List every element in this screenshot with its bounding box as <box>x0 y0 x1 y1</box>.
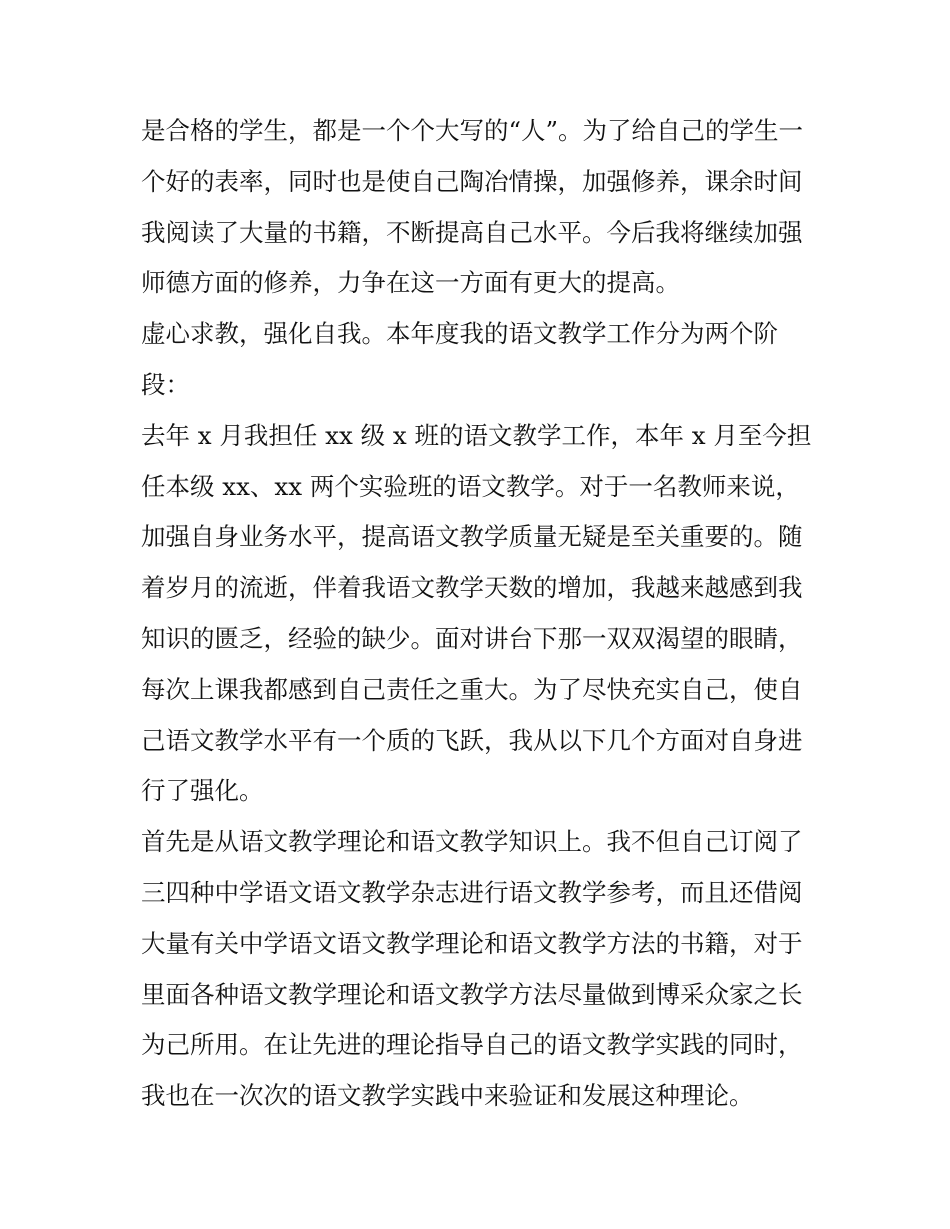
text-line: 任本级 xx、xx 两个实验班的语文教学。对于一名教师来说， <box>141 471 800 501</box>
text-line: 我阅读了大量的书籍，不断提高自己水平。今后我将继续加强 <box>141 217 803 247</box>
text-line: 是合格的学生，都是一个个大写的“人”。为了给自己的学生一 <box>141 116 804 145</box>
text-line: 己语文教学水平有一个质的飞跃，我从以下几个方面对自身进 <box>141 725 803 755</box>
text-line: 为己所用。在让先进的理论指导自己的语文教学实践的同时， <box>141 1030 803 1060</box>
text-line: 加强自身业务水平，提高语文教学质量无疑是至关重要的。随 <box>141 522 803 552</box>
text-line: 个好的表率，同时也是使自己陶冶情操，加强修养，课余时间 <box>141 166 803 196</box>
text-line: 里面各种语文教学理论和语文教学方法尽量做到博采众家之长 <box>141 979 803 1009</box>
text-line: 去年 x 月我担任 xx 级 x 班的语文教学工作，本年 x 月至今担 <box>141 420 812 450</box>
text-line: 知识的匮乏，经验的缺少。面对讲台下那一双双渴望的眼睛， <box>141 623 803 653</box>
text-line: 行了强化。 <box>141 776 264 806</box>
document-body <box>141 106 821 1122</box>
text-line: 首先是从语文教学理论和语文教学知识上。我不但自己订阅了 <box>141 827 803 857</box>
text-line: 我也在一次次的语文教学实践中来验证和发展这种理论。 <box>141 1081 754 1111</box>
text-line: 大量有关中学语文语文教学理论和语文教学方法的书籍，对于 <box>141 928 803 958</box>
text-line: 段： <box>141 369 190 399</box>
text-line: 师德方面的修养，力争在这一方面有更大的提高。 <box>141 268 680 298</box>
text-line: 三四种中学语文语文教学杂志进行语文教学参考，而且还借阅 <box>141 877 803 907</box>
text-line: 虚心求教，强化自我。本年度我的语文教学工作分为两个阶 <box>141 319 778 349</box>
text-line: 着岁月的流逝，伴着我语文教学天数的增加，我越来越感到我 <box>141 573 803 603</box>
text-line: 每次上课我都感到自己责任之重大。为了尽快充实自己，使自 <box>141 674 803 704</box>
